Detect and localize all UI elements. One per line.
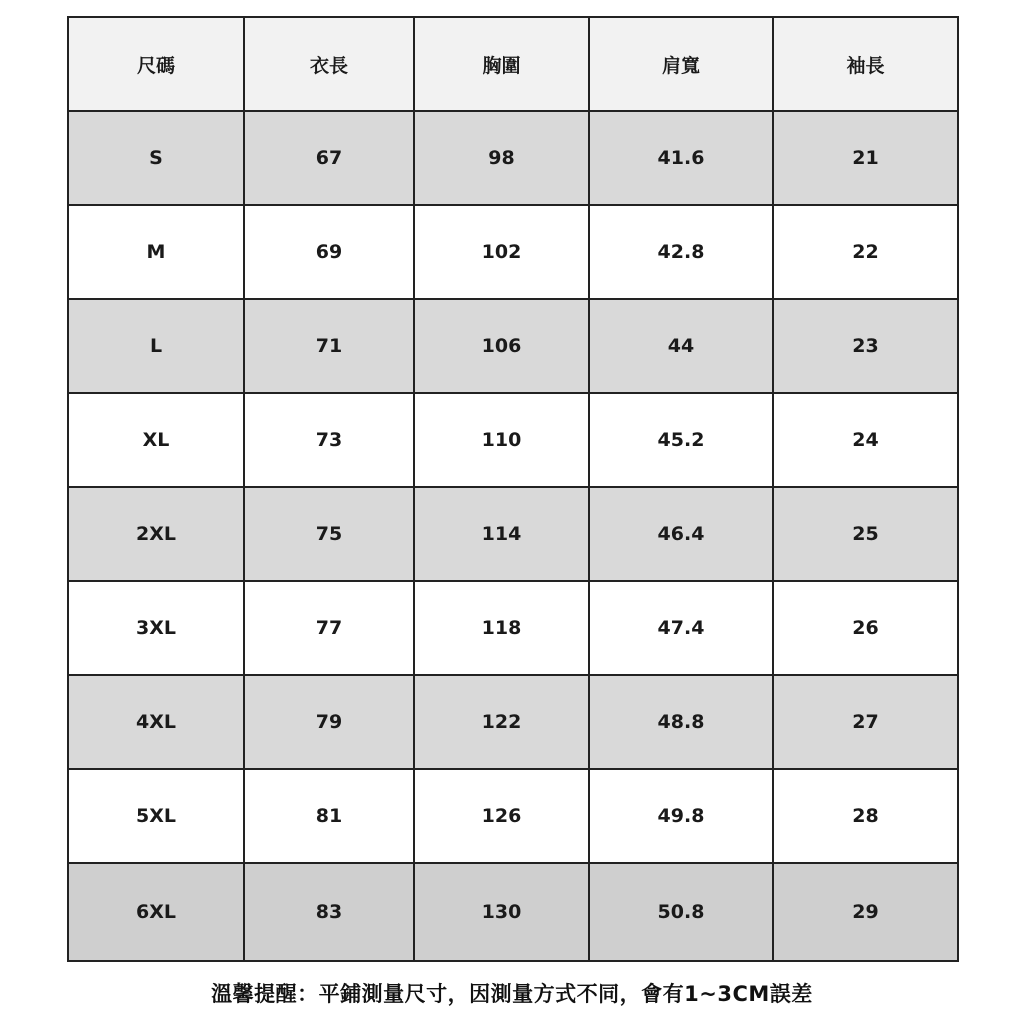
cell-length: 77 — [244, 581, 414, 675]
cell-chest: 114 — [414, 487, 589, 581]
cell-chest: 106 — [414, 299, 589, 393]
cell-length: 67 — [244, 111, 414, 205]
header-size: 尺碼 — [68, 17, 244, 111]
table-row — [68, 487, 958, 581]
cell-sleeve: 28 — [773, 769, 958, 863]
cell-shoulder: 41.6 — [589, 111, 773, 205]
table-row — [68, 769, 958, 863]
table-row — [68, 205, 958, 299]
cell-length: 73 — [244, 393, 414, 487]
cell-size: 3XL — [68, 581, 244, 675]
cell-size: XL — [68, 393, 244, 487]
cell-shoulder: 45.2 — [589, 393, 773, 487]
table-row — [68, 863, 958, 961]
cell-size: M — [68, 205, 244, 299]
cell-size: 2XL — [68, 487, 244, 581]
table-row — [68, 581, 958, 675]
cell-shoulder: 49.8 — [589, 769, 773, 863]
cell-sleeve: 25 — [773, 487, 958, 581]
header-length: 衣長 — [244, 17, 414, 111]
cell-shoulder: 47.4 — [589, 581, 773, 675]
cell-chest: 110 — [414, 393, 589, 487]
cell-shoulder: 48.8 — [589, 675, 773, 769]
cell-chest: 130 — [414, 863, 589, 961]
cell-length: 81 — [244, 769, 414, 863]
cell-sleeve: 24 — [773, 393, 958, 487]
cell-chest: 126 — [414, 769, 589, 863]
cell-size: S — [68, 111, 244, 205]
cell-length: 83 — [244, 863, 414, 961]
cell-chest: 122 — [414, 675, 589, 769]
size-chart-table — [67, 16, 959, 962]
cell-sleeve: 22 — [773, 205, 958, 299]
cell-size: 6XL — [68, 863, 244, 961]
cell-length: 69 — [244, 205, 414, 299]
cell-shoulder: 50.8 — [589, 863, 773, 961]
cell-size: 5XL — [68, 769, 244, 863]
header-sleeve: 袖長 — [773, 17, 958, 111]
table-row — [68, 299, 958, 393]
cell-length: 75 — [244, 487, 414, 581]
cell-sleeve: 23 — [773, 299, 958, 393]
cell-sleeve: 29 — [773, 863, 958, 961]
table-row — [68, 111, 958, 205]
cell-length: 71 — [244, 299, 414, 393]
cell-chest: 102 — [414, 205, 589, 299]
cell-shoulder: 46.4 — [589, 487, 773, 581]
cell-size: 4XL — [68, 675, 244, 769]
cell-sleeve: 26 — [773, 581, 958, 675]
cell-sleeve: 27 — [773, 675, 958, 769]
table-row — [68, 393, 958, 487]
cell-sleeve: 21 — [773, 111, 958, 205]
cell-chest: 118 — [414, 581, 589, 675]
header-chest: 胸圍 — [414, 17, 589, 111]
cell-shoulder: 42.8 — [589, 205, 773, 299]
cell-length: 79 — [244, 675, 414, 769]
table-row — [68, 675, 958, 769]
cell-size: L — [68, 299, 244, 393]
header-shoulder: 肩寬 — [589, 17, 773, 111]
table-header-row — [68, 17, 958, 111]
measurement-note: 溫馨提醒：平鋪測量尺寸，因測量方式不同，會有1~3CM誤差 — [211, 982, 813, 1006]
cell-shoulder: 44 — [589, 299, 773, 393]
cell-chest: 98 — [414, 111, 589, 205]
